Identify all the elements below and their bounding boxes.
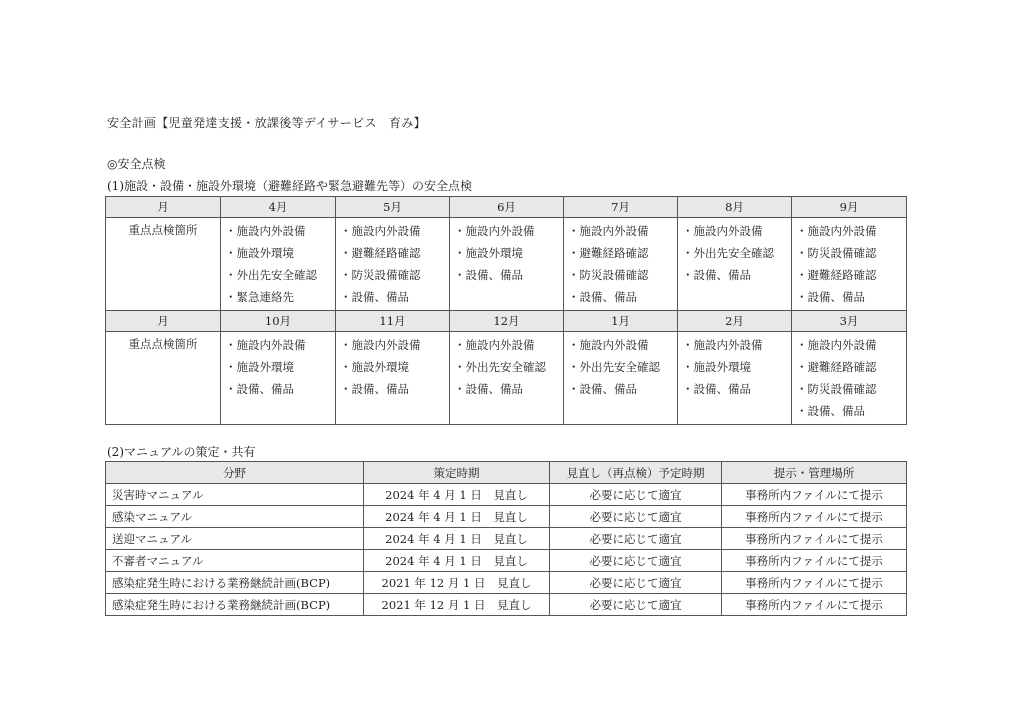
inspection-item: ・ 施設内外設備 bbox=[454, 220, 559, 242]
month-header: 3月 bbox=[792, 311, 907, 332]
manual-heading: (2)マニュアルの策定・共有 bbox=[107, 445, 256, 459]
manual-review: 必要に応じて適宜 bbox=[550, 528, 722, 550]
manual-review: 必要に応じて適宜 bbox=[550, 594, 722, 616]
month-label: 月 bbox=[106, 311, 221, 332]
inspection-item: ・ 外出先安全確認 bbox=[454, 356, 559, 378]
month-header: 6月 bbox=[450, 197, 564, 218]
column-header: 見直し（再点検）予定時期 bbox=[550, 462, 722, 484]
inspection-item: ・ 設備、備品 bbox=[568, 378, 673, 400]
inspection-item: ・ 施設内外設備 bbox=[682, 334, 787, 356]
inspection-item: ・ 設備、備品 bbox=[454, 264, 559, 286]
manual-date: 2024 年 4 月 1 日 見直し bbox=[364, 506, 550, 528]
inspection-item: ・ 防災設備確認 bbox=[796, 378, 902, 400]
inspection-cell bbox=[336, 218, 450, 311]
inspection-cell bbox=[221, 332, 336, 425]
manual-review: 必要に応じて適宜 bbox=[550, 506, 722, 528]
manual-location: 事務所内ファイルにて提示 bbox=[722, 484, 907, 506]
manual-field: 感染症発生時における業務継続計画(BCP) bbox=[106, 572, 364, 594]
table-row bbox=[106, 506, 907, 528]
inspection-item: ・ 施設外環境 bbox=[225, 242, 331, 264]
manual-field: 送迎マニュアル bbox=[106, 528, 364, 550]
inspection-item: ・ 施設内外設備 bbox=[796, 220, 902, 242]
manual-table bbox=[105, 461, 907, 616]
manual-review: 必要に応じて適宜 bbox=[550, 572, 722, 594]
manual-header-row bbox=[106, 462, 907, 484]
inspection-item: ・ 施設内外設備 bbox=[340, 334, 445, 356]
inspection-item: ・ 施設内外設備 bbox=[454, 334, 559, 356]
inspection-item: ・ 防災設備確認 bbox=[796, 242, 902, 264]
table-row bbox=[106, 528, 907, 550]
inspection-item: ・ 緊急連絡先 bbox=[225, 286, 331, 308]
inspection-cell bbox=[564, 218, 678, 311]
table-row bbox=[106, 550, 907, 572]
manual-review: 必要に応じて適宜 bbox=[550, 550, 722, 572]
inspection-item: ・ 外出先安全確認 bbox=[568, 356, 673, 378]
inspection-table bbox=[105, 196, 907, 425]
row-label: 重点点検箇所 bbox=[106, 218, 221, 311]
manual-field: 災害時マニュアル bbox=[106, 484, 364, 506]
month-header: 9月 bbox=[792, 197, 907, 218]
inspection-item: ・ 施設外環境 bbox=[682, 356, 787, 378]
inspection-cell bbox=[450, 332, 564, 425]
inspection-item: ・ 施設外環境 bbox=[340, 356, 445, 378]
inspection-item: ・ 設備、備品 bbox=[340, 378, 445, 400]
column-header: 分野 bbox=[106, 462, 364, 484]
month-header: 12月 bbox=[450, 311, 564, 332]
inspection-cell bbox=[221, 218, 336, 311]
manual-location: 事務所内ファイルにて提示 bbox=[722, 550, 907, 572]
column-header: 提示・管理場所 bbox=[722, 462, 907, 484]
inspection-item: ・ 設備、備品 bbox=[568, 286, 673, 308]
month-header: 5月 bbox=[336, 197, 450, 218]
table-row bbox=[106, 572, 907, 594]
inspection-item: ・ 設備、備品 bbox=[340, 286, 445, 308]
manual-field: 感染症発生時における業務継続計画(BCP) bbox=[106, 594, 364, 616]
inspection-item: ・ 避難経路確認 bbox=[796, 356, 902, 378]
inspection-cell bbox=[678, 332, 792, 425]
inspection-item: ・ 施設内外設備 bbox=[225, 220, 331, 242]
inspection-cell bbox=[564, 332, 678, 425]
inspection-item: ・ 避難経路確認 bbox=[796, 264, 902, 286]
manual-location: 事務所内ファイルにて提示 bbox=[722, 572, 907, 594]
inspection-items-row bbox=[106, 332, 907, 425]
manual-date: 2021 年 12 月 1 日 見直し bbox=[364, 594, 550, 616]
inspection-item: ・ 設備、備品 bbox=[454, 378, 559, 400]
inspection-item: ・ 防災設備確認 bbox=[568, 264, 673, 286]
inspection-item: ・ 設備、備品 bbox=[682, 378, 787, 400]
month-header-row bbox=[106, 197, 907, 218]
inspection-item: ・ 設備、備品 bbox=[225, 378, 331, 400]
inspection-item: ・ 設備、備品 bbox=[796, 286, 902, 308]
manual-date: 2024 年 4 月 1 日 見直し bbox=[364, 528, 550, 550]
inspection-item: ・ 避難経路確認 bbox=[340, 242, 445, 264]
inspection-cell bbox=[450, 218, 564, 311]
month-header-row bbox=[106, 311, 907, 332]
inspection-item: ・ 施設内外設備 bbox=[568, 220, 673, 242]
inspection-item: ・ 施設内外設備 bbox=[340, 220, 445, 242]
manual-field: 不審者マニュアル bbox=[106, 550, 364, 572]
month-header: 1月 bbox=[564, 311, 678, 332]
month-header: 11月 bbox=[336, 311, 450, 332]
inspection-item: ・ 避難経路確認 bbox=[568, 242, 673, 264]
inspection-item: ・ 施設内外設備 bbox=[796, 334, 902, 356]
inspection-item: ・ 外出先安全確認 bbox=[682, 242, 787, 264]
inspection-cell bbox=[792, 332, 907, 425]
manual-date: 2024 年 4 月 1 日 見直し bbox=[364, 550, 550, 572]
inspection-cell bbox=[336, 332, 450, 425]
inspection-item: ・ 施設外環境 bbox=[454, 242, 559, 264]
inspection-item: ・ 施設内外設備 bbox=[225, 334, 331, 356]
inspection-item: ・ 設備、備品 bbox=[796, 400, 902, 422]
manual-review: 必要に応じて適宜 bbox=[550, 484, 722, 506]
month-header: 10月 bbox=[221, 311, 336, 332]
document-title: 安全計画【児童発達支援・放課後等デイサービス 育み】 bbox=[107, 116, 426, 130]
month-header: 8月 bbox=[678, 197, 792, 218]
month-label: 月 bbox=[106, 197, 221, 218]
inspection-items-row bbox=[106, 218, 907, 311]
manual-location: 事務所内ファイルにて提示 bbox=[722, 528, 907, 550]
month-header: 2月 bbox=[678, 311, 792, 332]
inspection-item: ・ 外出先安全確認 bbox=[225, 264, 331, 286]
column-header: 策定時期 bbox=[364, 462, 550, 484]
manual-location: 事務所内ファイルにて提示 bbox=[722, 594, 907, 616]
month-header: 7月 bbox=[564, 197, 678, 218]
table-row bbox=[106, 484, 907, 506]
inspection-heading: (1)施設・設備・施設外環境（避難経路や緊急避難先等）の安全点検 bbox=[107, 179, 473, 193]
inspection-item: ・ 施設外環境 bbox=[225, 356, 331, 378]
inspection-item: ・ 防災設備確認 bbox=[340, 264, 445, 286]
manual-date: 2024 年 4 月 1 日 見直し bbox=[364, 484, 550, 506]
inspection-item: ・ 設備、備品 bbox=[682, 264, 787, 286]
manual-field: 感染マニュアル bbox=[106, 506, 364, 528]
inspection-cell bbox=[678, 218, 792, 311]
row-label: 重点点検箇所 bbox=[106, 332, 221, 425]
inspection-item: ・ 施設内外設備 bbox=[568, 334, 673, 356]
manual-date: 2021 年 12 月 1 日 見直し bbox=[364, 572, 550, 594]
section-heading: ◎安全点検 bbox=[107, 157, 166, 171]
inspection-item: ・ 施設内外設備 bbox=[682, 220, 787, 242]
table-row bbox=[106, 594, 907, 616]
manual-location: 事務所内ファイルにて提示 bbox=[722, 506, 907, 528]
month-header: 4月 bbox=[221, 197, 336, 218]
inspection-cell bbox=[792, 218, 907, 311]
